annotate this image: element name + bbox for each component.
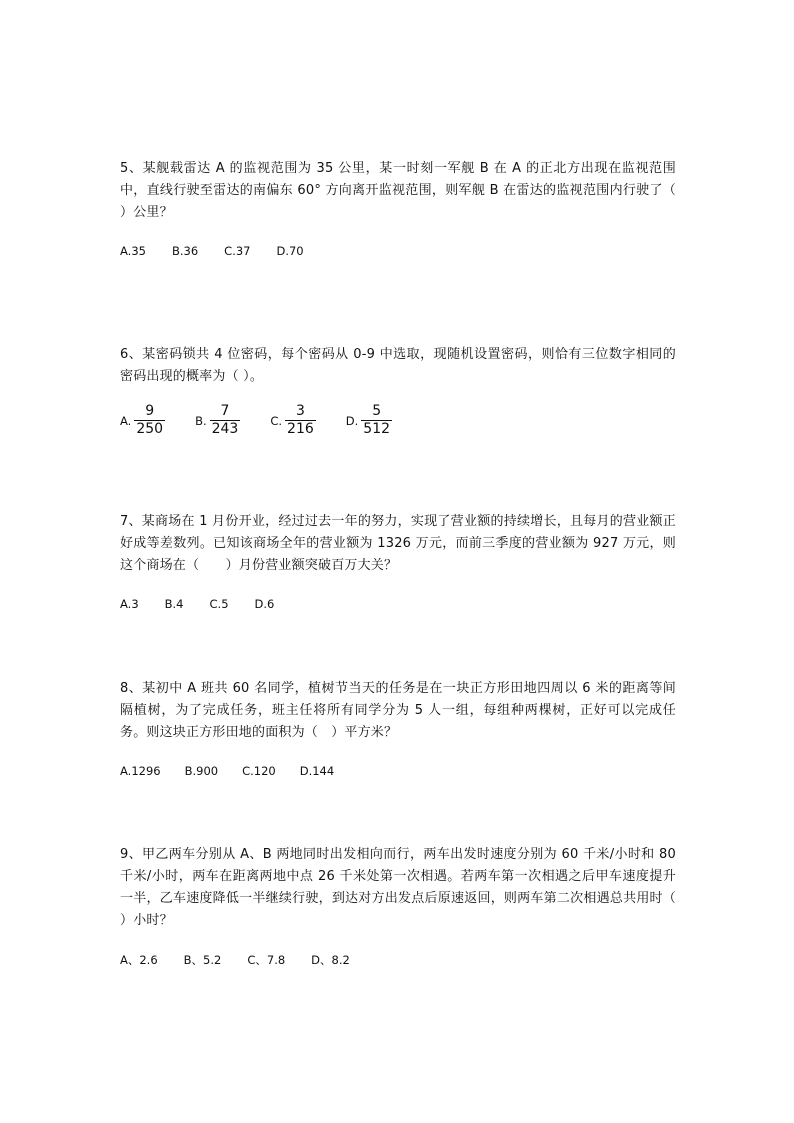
question-8-stem: 8、某初中 A 班共 60 名同学，植树节当天的任务是在一块正方形田地四周以 6 米的距离等间隔植树，为了完成任务，班主任将所有同学分为 5 人一组，每组种两棵树，正好可以完成任务。则这块正方形田地的面积为（ ）平方米？ <box>120 681 676 740</box>
question-6-options <box>120 404 676 437</box>
option-c-letter: C. <box>270 413 283 428</box>
option-b-letter: B. <box>195 413 207 428</box>
option-a: A.3 <box>120 597 139 611</box>
option-c: C、7.8 <box>247 953 286 967</box>
option-a: A.1296 <box>120 764 161 778</box>
option-b: B.36 <box>171 244 199 258</box>
option-d <box>346 404 392 437</box>
question-5 <box>120 158 676 258</box>
option-c: C.37 <box>224 244 251 258</box>
option-d: D.6 <box>254 597 275 611</box>
option-d: D.70 <box>276 244 304 258</box>
question-6-stem: 6、某密码锁共 4 位密码，每个密码从 0-9 中选取，现随机设置密码，则恰有三位数字相同的密码出现的概率为（ ）。 <box>120 347 676 384</box>
question-7 <box>120 511 676 611</box>
fraction-numerator: 7 <box>220 403 230 419</box>
question-8 <box>120 678 676 778</box>
option-c-fraction <box>285 404 316 437</box>
question-5-options <box>120 244 676 258</box>
fraction-denominator: 216 <box>287 421 314 437</box>
fraction-numerator: 3 <box>295 403 305 419</box>
option-b-fraction <box>210 404 241 437</box>
option-d: D、8.2 <box>311 953 350 967</box>
option-d-letter: D. <box>345 413 359 428</box>
option-b: B.4 <box>164 597 184 611</box>
option-b <box>195 404 240 437</box>
option-a-letter: A. <box>120 413 132 428</box>
option-d-fraction <box>361 404 392 437</box>
question-7-stem: 7、某商场在 1 月份开业，经过过去一年的努力，实现了营业额的持续增长，且每月的营业额正好成等差数列。已知该商场全年的营业额为 1326 万元，而前三季度的营业额为 927 万元，则这个商场在（ ）月份营业额突破百万大关？ <box>120 514 676 573</box>
question-9-options <box>120 952 676 968</box>
option-a: A.35 <box>120 244 146 258</box>
fraction-numerator: 5 <box>372 403 382 419</box>
fraction-denominator: 250 <box>136 421 164 437</box>
option-c: C.120 <box>242 764 276 778</box>
question-5-stem: 5、某舰载雷达 A 的监视范围为 35 公里，某一时刻一军舰 B 在 A 的正北方出现在监视范围中，直线行驶至雷达的南偏东 60° 方向离开监视范围，则军舰 B 在雷达的监视范围内行驶了（ ）公里？ <box>120 161 676 220</box>
option-b: B.900 <box>184 764 219 778</box>
question-9-stem: 9、甲乙两车分别从 A、B 两地同时出发相向而行，两车出发时速度分别为 60 千米/小时和 80 千米/小时，两车在距离两地中点 26 千米处第一次相遇。若两车第一次相遇之后甲车速度提升一半，乙车速度降低一半继续行驶，到达对方出发点后原速返回，则两车第二次相遇总共用时（ ）小时？ <box>120 847 676 928</box>
option-a <box>120 404 165 437</box>
question-6 <box>120 344 676 437</box>
option-c <box>270 404 315 437</box>
question-8-options <box>120 764 676 778</box>
option-a: A、2.6 <box>120 953 158 967</box>
question-7-options <box>120 597 676 611</box>
option-a-fraction <box>134 404 165 437</box>
fraction-denominator: 512 <box>363 421 391 437</box>
option-c: C.5 <box>209 597 229 611</box>
option-d: D.144 <box>299 764 335 778</box>
question-9 <box>120 844 676 968</box>
option-b: B、5.2 <box>183 953 222 967</box>
fraction-denominator: 243 <box>211 421 239 437</box>
fraction-numerator: 9 <box>145 403 155 419</box>
